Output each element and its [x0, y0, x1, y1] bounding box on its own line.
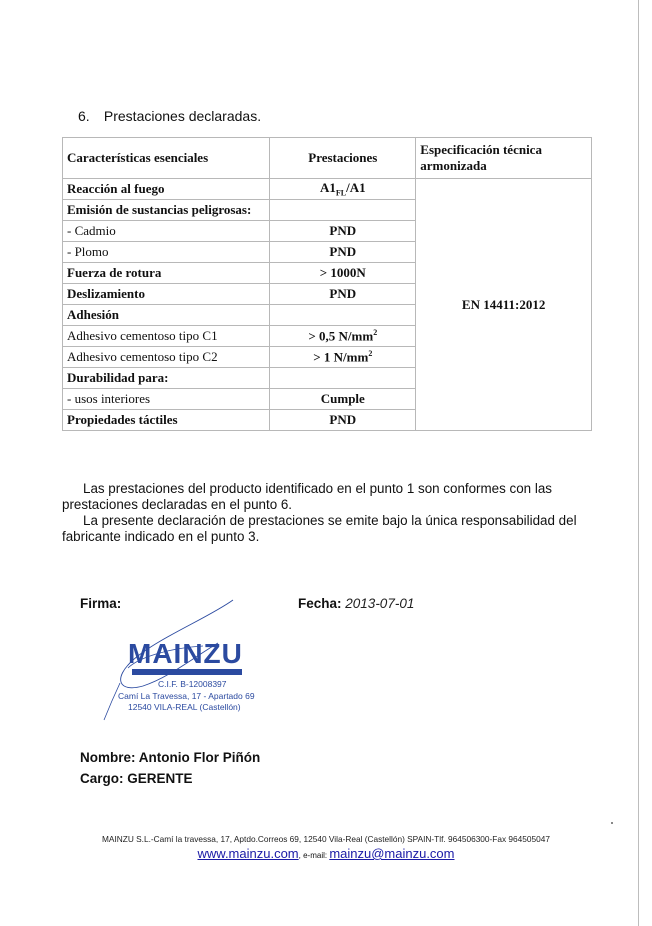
performance-value: PND [329, 286, 357, 301]
performance-subscript: FL [335, 188, 347, 198]
performance-value: PND [329, 223, 357, 238]
performance-cell [270, 326, 416, 347]
table-header-row [63, 138, 592, 179]
paragraph: Las prestaciones del producto identificado en el punto 1 son conformes con las prestaciones declaradas en el punto 6. [62, 481, 552, 512]
conformity-text [62, 481, 582, 545]
performance-cell [270, 410, 416, 431]
email-label: , e-mail: [298, 851, 330, 860]
characteristic-cell: - Plomo [63, 242, 270, 263]
paragraph: La presente declaración de prestaciones se emite bajo la única responsabilidad del fabricante indicado en el punto 3. [62, 513, 577, 544]
mainzu-logo: MAINZU [128, 638, 243, 669]
characteristic-cell: Adhesivo cementoso tipo C1 [63, 326, 270, 347]
characteristic-cell: Adhesión [63, 305, 270, 326]
stamp-city: 12540 VILA-REAL (Castellón) [128, 702, 241, 712]
performance-table [62, 137, 592, 431]
email-link[interactable]: mainzu@mainzu.com [329, 846, 455, 861]
header-especificacion: Especificación técnica armonizada [416, 138, 592, 179]
characteristic-cell: - Cadmio [63, 221, 270, 242]
characteristic-cell: Reacción al fuego [63, 179, 270, 200]
characteristic-cell: Adhesivo cementoso tipo C2 [63, 347, 270, 368]
stamp-address: Camí La Travessa, 17 - Apartado 69 [118, 691, 255, 701]
fecha-value: 2013-07-01 [345, 596, 415, 611]
performance-cell [270, 242, 416, 263]
performance-superscript: 2 [373, 327, 378, 337]
performance-value: > 0,5 N/mm [308, 328, 374, 344]
stamp-cif: C.I.F. B-12008397 [158, 679, 227, 689]
footer-links [0, 846, 652, 861]
performance-cell [270, 263, 416, 284]
performance-value: Cumple [320, 391, 365, 406]
performance-cell [270, 200, 416, 221]
performance-value: A1 [319, 180, 336, 196]
nombre-text: Nombre: Antonio Flor Piñón [80, 750, 261, 765]
header-caracteristicas: Características esenciales [63, 138, 270, 179]
performance-value: > 1000N [319, 265, 366, 280]
page-edge-line [638, 0, 639, 926]
firma-label: Firma: [80, 596, 122, 611]
performance-value: PND [329, 244, 357, 259]
performance-cell [270, 284, 416, 305]
characteristic-cell: Propiedades táctiles [63, 410, 270, 431]
performance-value: PND [329, 412, 357, 427]
section-title-text: Prestaciones declaradas. [103, 108, 262, 124]
cargo-text: Cargo: GERENTE [80, 771, 193, 786]
performance-cell [270, 368, 416, 389]
logo-band [132, 669, 242, 675]
characteristic-cell: Fuerza de rotura [63, 263, 270, 284]
performance-cell [270, 305, 416, 326]
speck [611, 822, 613, 824]
performance-cell [270, 347, 416, 368]
section-title [78, 108, 261, 124]
characteristic-cell: Deslizamiento [63, 284, 270, 305]
harmonized-spec-cell: EN 14411:2012 [416, 179, 592, 431]
performance-cell [270, 221, 416, 242]
table-row [63, 179, 592, 200]
characteristic-cell: - usos interiores [63, 389, 270, 410]
characteristic-cell: Durabilidad para: [63, 368, 270, 389]
characteristic-cell: Emisión de sustancias peligrosas: [63, 200, 270, 221]
performance-tail: /A1 [346, 180, 366, 196]
section-number: 6. [78, 108, 90, 124]
header-prestaciones: Prestaciones [270, 138, 416, 179]
performance-cell [270, 389, 416, 410]
website-link[interactable]: www.mainzu.com [197, 846, 299, 861]
fecha-label: Fecha: [298, 596, 342, 611]
company-stamp [98, 598, 268, 723]
footer-address: MAINZU S.L.-Camí la travessa, 17, Aptdo.Correos 69, 12540 Vila-Real (Castellón) SPAIN-Tlf. 964506300-Fax 964505047 [102, 834, 550, 844]
fecha-block [298, 596, 414, 611]
performance-superscript: 2 [368, 348, 373, 358]
performance-value: > 1 N/mm [313, 349, 369, 365]
performance-cell [270, 179, 416, 200]
